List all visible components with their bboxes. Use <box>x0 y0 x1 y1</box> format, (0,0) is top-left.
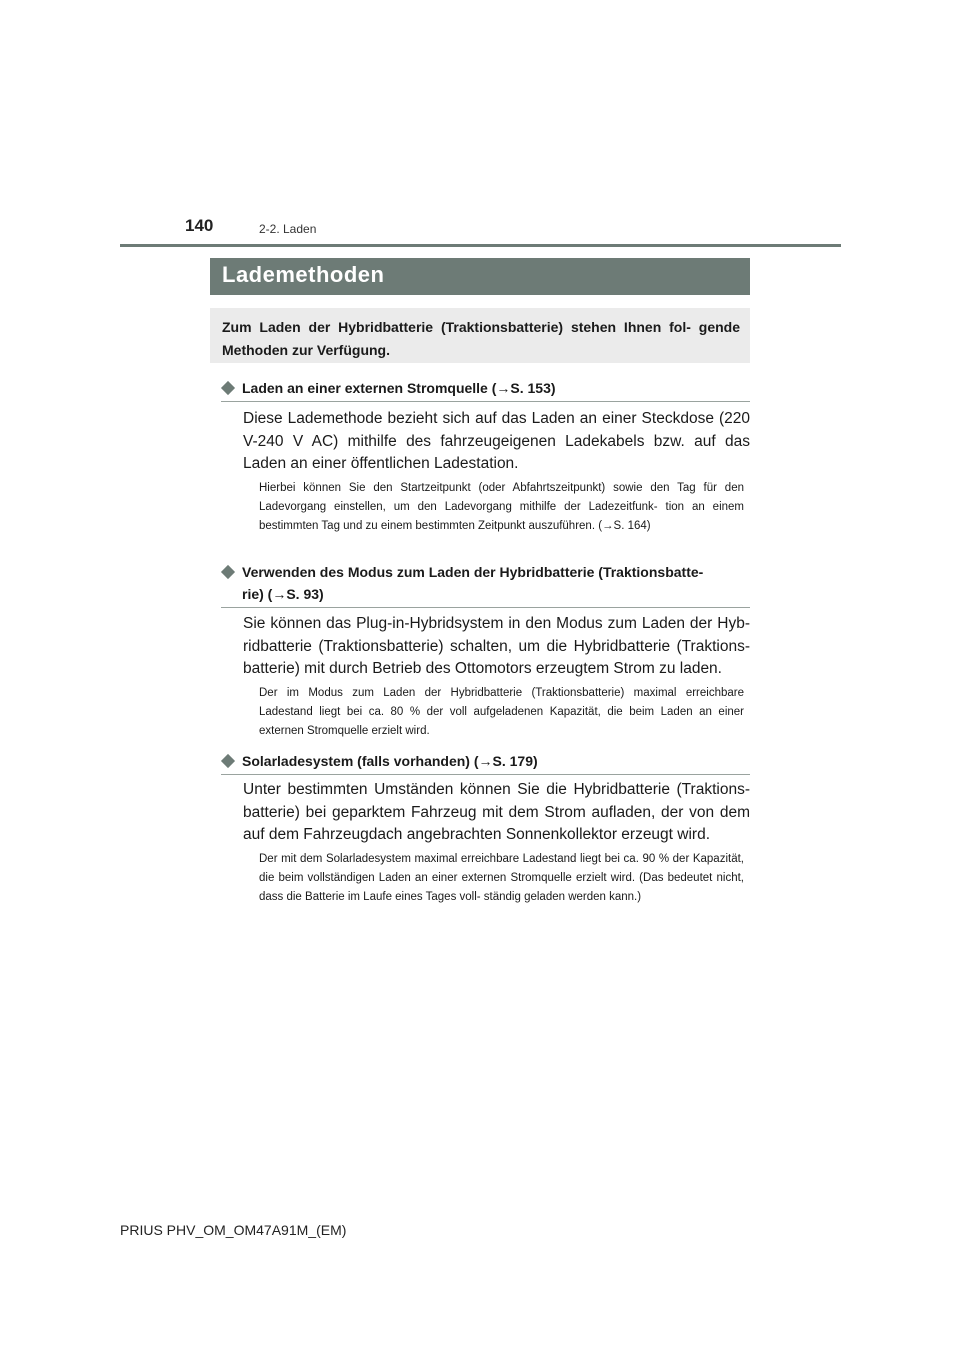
intro-box <box>210 308 750 363</box>
section-rule <box>221 607 750 608</box>
section-heading <box>221 377 750 399</box>
section-heading <box>221 750 750 772</box>
section-note: Der im Modus zum Laden der Hybridbatterie (Traktionsbatterie) maximal erreichbare Ladestand liegt bei ca. 80 % der voll aufgeladenen Kapazität, die beim Laden an einer externen Stromquelle erzielt wird. <box>259 687 744 737</box>
page-title: Lademethoden <box>222 262 385 287</box>
section-note: Der mit dem Solarladesystem maximal erreichbare Ladestand liegt bei ca. 90 % der Kapazität, die beim vollständigen Laden an einer externen Stromquelle erzielt wird. (Das bedeutet nicht, dass die Batterie im Laufe eines Tages voll- ständig geladen werden kann.) <box>259 853 744 903</box>
page-number: 140 <box>185 216 214 235</box>
section-body: Diese Lademethode bezieht sich auf das Laden an einer Steckdose (220 V-240 V AC) mithilfe des fahrzeugeigenen Ladekabels bzw. auf das Laden an einer öffentlichen Ladestation. <box>243 410 750 472</box>
section-heading-text-line2: rie) (→S. 93) <box>242 586 324 602</box>
section-reference: 2-2. Laden <box>259 222 317 236</box>
section-rule <box>221 774 750 775</box>
header-rule <box>120 244 841 247</box>
footer-document-code: PRIUS PHV_OM_OM47A91M_(EM) <box>120 1222 347 1238</box>
section-heading-text: Laden an einer externen Stromquelle (→S. 153) <box>242 380 556 396</box>
title-bar <box>210 258 750 295</box>
section-note: Hierbei können Sie den Startzeitpunkt (oder Abfahrtszeitpunkt) sowie den Tag für den Ladevorgang einstellen, um den Ladevorgang mithilfe der Ladezeitfunk- tion an einem bestimmten Tag und zu einem bestimmten Zeitpunkt auszuführen. (→S. 164) <box>259 482 744 532</box>
section-heading-text: Verwenden des Modus zum Laden der Hybridbatterie (Traktionsbatte- <box>242 564 704 580</box>
intro-text: Zum Laden der Hybridbatterie (Traktionsbatterie) stehen Ihnen fol- gende Methoden zur Verfügung. <box>222 319 740 358</box>
section-body: Sie können das Plug-in-Hybridsystem in den Modus zum Laden der Hyb- ridbatterie (Traktionsbatterie) schalten, um die Hybridbatterie (Traktions- batterie) mit durch Betrieb des Ottomotors erzeugtem Strom zu laden. <box>243 615 750 677</box>
section-body: Unter bestimmten Umständen können Sie die Hybridbatterie (Traktions- batterie) bei geparktem Fahrzeug mit dem Strom aufladen, der von dem auf dem Fahrzeugdach angebrachten Sonnenkollektor erzeugt wird. <box>243 781 750 843</box>
section-heading <box>221 561 750 605</box>
diamond-icon <box>221 754 235 768</box>
section-rule <box>221 401 750 402</box>
diamond-icon <box>221 381 235 395</box>
section-heading-text: Solarladesystem (falls vorhanden) (→S. 179) <box>242 753 538 769</box>
diamond-icon <box>221 565 235 579</box>
